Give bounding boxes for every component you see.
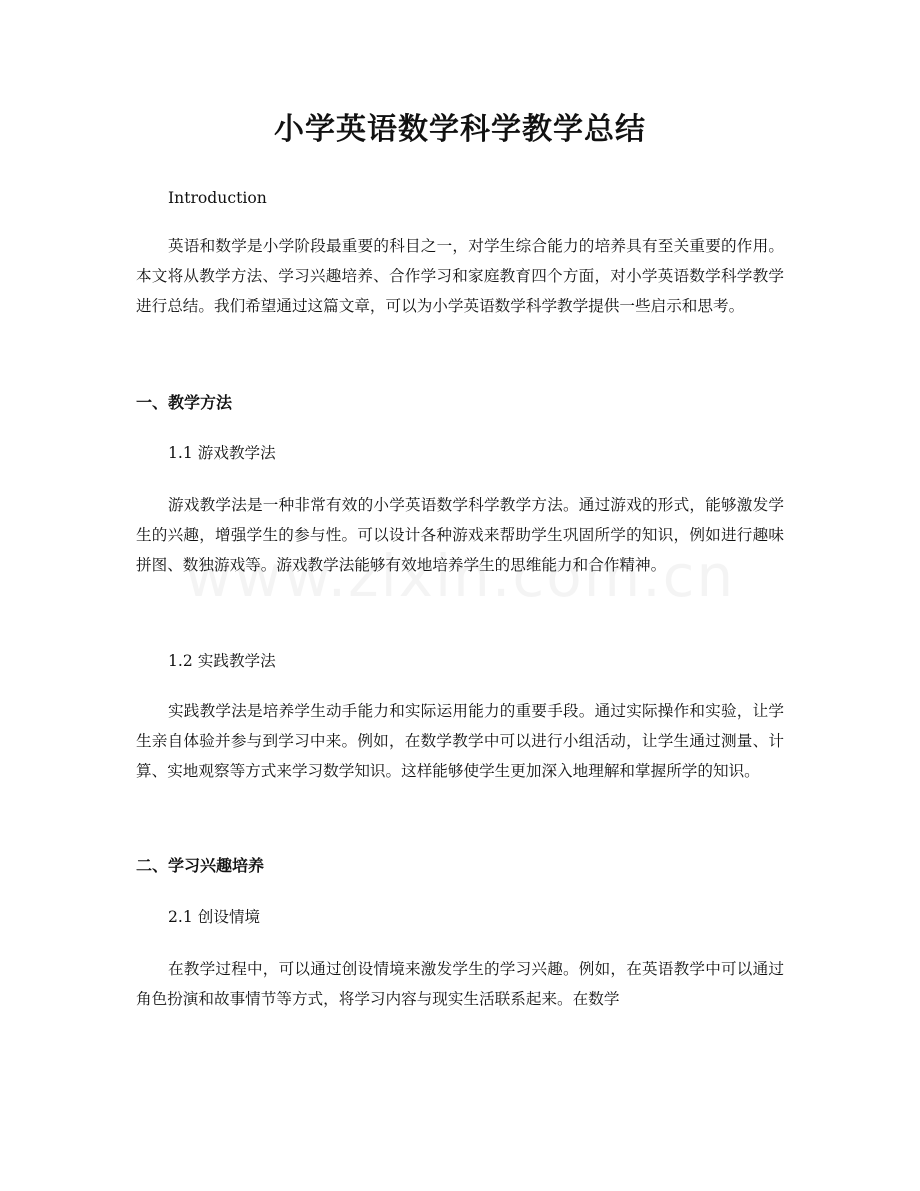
subsection-title-game-teaching: 1.1 游戏教学法 xyxy=(168,444,276,462)
paragraph-create-scenario: 在教学过程中，可以通过创设情境来激发学生的学习兴趣。例如，在英语教学中可以通过角色扮演和故事情节等方式，将学习内容与现实生活联系起来。在数学 xyxy=(136,960,784,1008)
introduction-label: Introduction xyxy=(168,189,267,207)
paragraph-game-teaching: 游戏教学法是一种非常有效的小学英语数学科学教学方法。通过游戏的形式，能够激发学生的兴趣，增强学生的参与性。可以设计各种游戏来帮助学生巩固所学的知识，例如进行趣味拼图、数独游戏等。游戏教学法能够有效地培养学生的思维能力和合作精神。 xyxy=(136,496,784,574)
section-heading-interest-cultivation: 二、学习兴趣培养 xyxy=(136,856,265,875)
introduction-paragraph: 英语和数学是小学阶段最重要的科目之一，对学生综合能力的培养具有至关重要的作用。本文将从教学方法、学习兴趣培养、合作学习和家庭教育四个方面，对小学英语数学科学教学进行总结。我们希望通过这篇文章，可以为小学英语数学科学教学提供一些启示和思考。 xyxy=(136,237,784,315)
section-heading-teaching-methods: 一、教学方法 xyxy=(136,393,233,412)
paragraph-practice-teaching: 实践教学法是培养学生动手能力和实际运用能力的重要手段。通过实际操作和实验，让学生亲自体验并参与到学习中来。例如，在数学教学中可以进行小组活动，让学生通过测量、计算、实地观察等方式来学习数学知识。这样能够使学生更加深入地理解和掌握所学的知识。 xyxy=(136,702,784,780)
subsection-title-create-scenario: 2.1 创设情境 xyxy=(168,908,261,926)
subsection-title-practice-teaching: 1.2 实践教学法 xyxy=(168,652,276,670)
page-title: 小学英语数学科学教学总结 xyxy=(274,112,646,147)
